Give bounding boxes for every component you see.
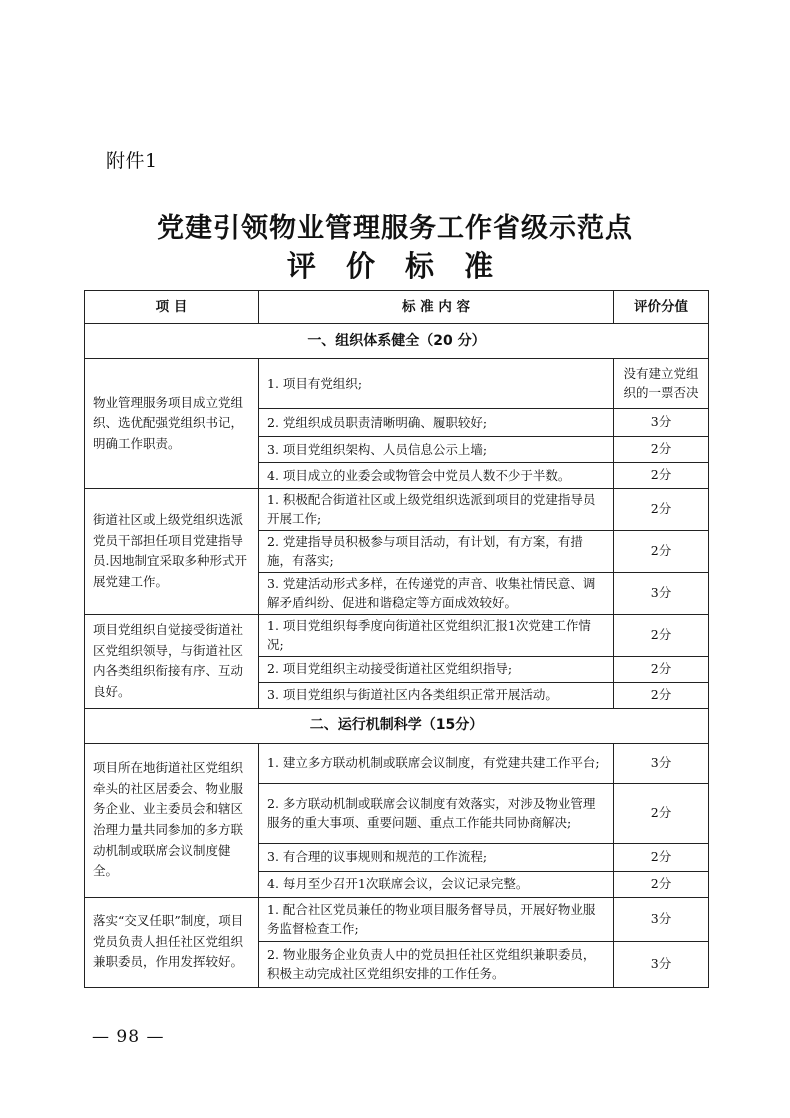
header-standard: 标 准 内 容 <box>259 291 614 324</box>
score-cell: 3分 <box>614 941 709 987</box>
table-row <box>85 489 709 531</box>
criterion-cell: 1. 积极配合街道社区或上级党组织选派到项目的党建指导员开展工作; <box>259 489 614 531</box>
criterion-cell: 3. 党建活动形式多样，在传递党的声音、收集社情民意、调解矛盾纠纷、促进和谐稳定等方面成效较好。 <box>259 572 614 614</box>
score-cell: 2分 <box>614 614 709 656</box>
criterion-cell: 3. 项目党组织架构、人员信息公示上墙; <box>259 437 614 463</box>
score-cell: 2分 <box>614 843 709 871</box>
criterion-cell: 4. 项目成立的业委会或物管会中党员人数不少于半数。 <box>259 463 614 489</box>
section-row <box>85 708 709 743</box>
score-cell: 2分 <box>614 530 709 572</box>
score-cell: 没有建立党组织的一票否决 <box>614 359 709 409</box>
table-row <box>85 897 709 941</box>
section-title: 二、运行机制科学（15分） <box>85 708 709 743</box>
score-cell: 3分 <box>614 743 709 783</box>
section-title: 一、组织体系健全（20 分） <box>85 324 709 359</box>
header-item: 项 目 <box>85 291 259 324</box>
table-row <box>85 743 709 783</box>
table-header-row <box>85 291 709 324</box>
criterion-cell: 3. 项目党组织与街道社区内各类组织正常开展活动。 <box>259 682 614 708</box>
criterion-cell: 1. 项目有党组织; <box>259 359 614 409</box>
item-cell: 落实“交叉任职”制度，项目党员负责人担任社区党组织兼职委员，作用发挥较好。 <box>85 897 259 987</box>
criterion-cell: 1. 项目党组织每季度向街道社区党组织汇报1次党建工作情况; <box>259 614 614 656</box>
page-number: — 98 — <box>92 1027 165 1047</box>
criterion-cell: 4. 每月至少召开1次联席会议，会议记录完整。 <box>259 871 614 897</box>
attachment-label: 附件1 <box>106 150 158 172</box>
criterion-cell: 2. 党组织成员职责清晰明确、履职较好; <box>259 409 614 437</box>
score-cell: 3分 <box>614 897 709 941</box>
criterion-cell: 2. 多方联动机制或联席会议制度有效落实，对涉及物业管理服务的重大事项、重要问题、重点工作能共同协商解决; <box>259 783 614 843</box>
criterion-cell: 2. 物业服务企业负责人中的党员担任社区党组织兼职委员，积极主动完成社区党组织安排的工作任务。 <box>259 941 614 987</box>
document-title: 党建引领物业管理服务工作省级示范点 <box>157 213 633 244</box>
table-row <box>85 359 709 409</box>
evaluation-table <box>84 290 709 988</box>
item-cell: 街道社区或上级党组织选派党员干部担任项目党建指导员.因地制宜采取多种形式开展党建工作。 <box>85 489 259 615</box>
criterion-cell: 1. 建立多方联动机制或联席会议制度，有党建共建工作平台; <box>259 743 614 783</box>
item-cell: 项目所在地街道社区党组织牵头的社区居委会、物业服务企业、业主委员会和辖区治理力量共同参加的多方联动机制或联席会议制度健全。 <box>85 743 259 897</box>
criterion-cell: 1. 配合社区党员兼任的物业项目服务督导员，开展好物业服务监督检查工作; <box>259 897 614 941</box>
item-cell: 物业管理服务项目成立党组织、选优配强党组织书记，明确工作职责。 <box>85 359 259 489</box>
table-row <box>85 614 709 656</box>
criterion-cell: 2. 项目党组织主动接受街道社区党组织指导; <box>259 656 614 682</box>
score-cell: 2分 <box>614 682 709 708</box>
score-cell: 2分 <box>614 463 709 489</box>
document-subtitle: 评 价 标 准 <box>286 249 504 283</box>
criterion-cell: 3. 有合理的议事规则和规范的工作流程; <box>259 843 614 871</box>
header-score: 评价分值 <box>614 291 709 324</box>
score-cell: 3分 <box>614 409 709 437</box>
score-cell: 2分 <box>614 489 709 531</box>
criterion-cell: 2. 党建指导员积极参与项目活动，有计划，有方案，有措施，有落实; <box>259 530 614 572</box>
score-cell: 2分 <box>614 783 709 843</box>
score-cell: 2分 <box>614 656 709 682</box>
table-body <box>85 324 709 988</box>
section-row <box>85 324 709 359</box>
score-cell: 2分 <box>614 871 709 897</box>
item-cell: 项目党组织自觉接受街道社区党组织领导，与街道社区内各类组织衔接有序、互动良好。 <box>85 614 259 708</box>
score-cell: 2分 <box>614 437 709 463</box>
score-cell: 3分 <box>614 572 709 614</box>
